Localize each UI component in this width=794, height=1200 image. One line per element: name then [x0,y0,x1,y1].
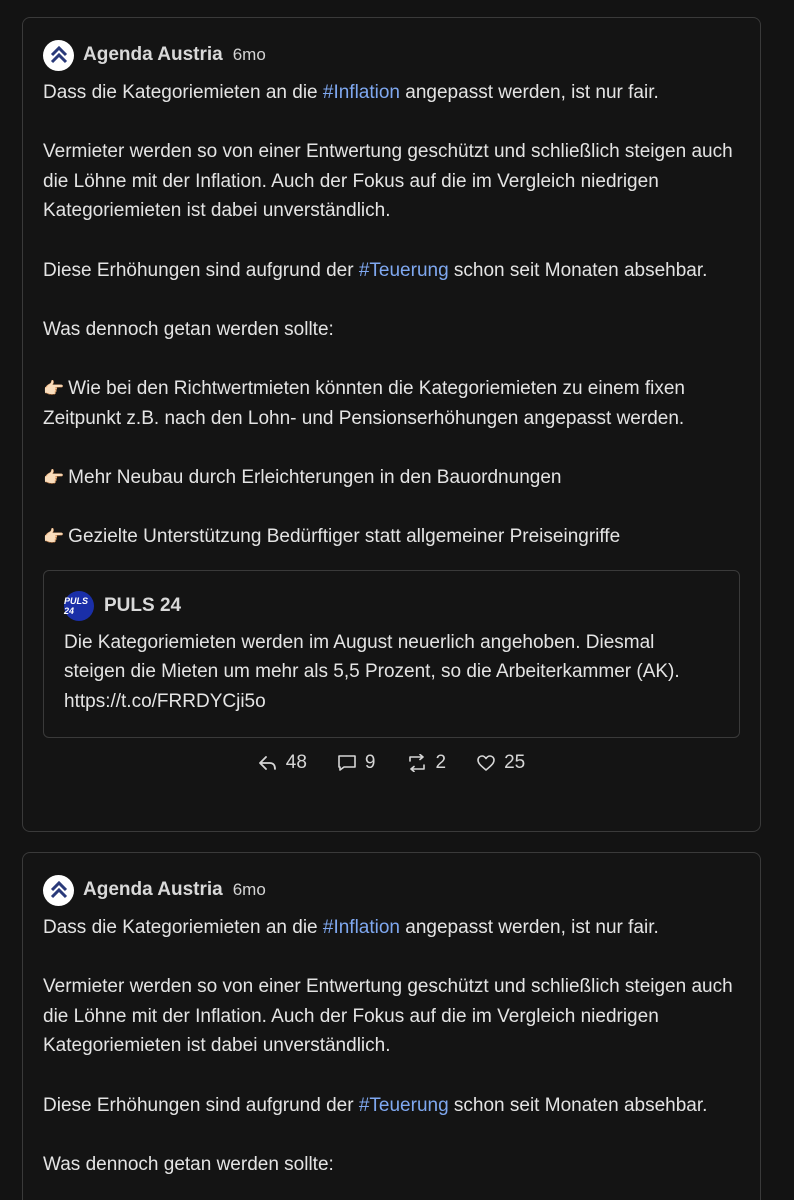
agenda-austria-logo-icon [49,45,69,65]
post-header [43,38,740,72]
post-paragraph: Vermieter werden so von einer Entwertung geschützt und schließlich steigen auch die Löhne mit der Inflation. Auch der Fokus auf die im Vergleich niedrigen Kategoriemieten ist dabei unverständlich. [43,141,733,222]
post-card[interactable] [22,17,761,832]
post-body [43,78,740,552]
avatar[interactable] [43,40,74,71]
post-paragraph [43,78,740,108]
avatar[interactable] [43,875,74,906]
post-paragraph: Was dennoch getan werden sollte: [43,1153,334,1175]
post-paragraph [43,1091,740,1121]
hashtag-link[interactable]: #Teuerung [358,1094,449,1116]
post-paragraph: Was dennoch getan werden sollte: [43,318,334,340]
hashtag-link[interactable]: #Inflation [322,82,401,103]
quoted-post[interactable] [43,570,740,738]
bullet-text: Mehr Neubau durch Erleichterungen in den Bauordnungen [68,466,562,488]
post-paragraph [43,913,740,943]
reply-count: 9 [364,751,376,773]
bullet-item [43,522,740,552]
text-segment: schon seit Monaten absehbar. [448,259,708,281]
share-count: 48 [285,751,307,773]
pointing-hand-icon: 👉🏻 [43,378,65,398]
bullet-text: Gezielte Unterstützung Bedürftiger statt allgemeiner Preiseingriffe [68,525,621,547]
quote-author-name[interactable]: PULS 24 [104,594,182,616]
post-header [43,873,740,907]
pointing-hand-icon: 👉🏻 [43,526,65,546]
share-arrow-icon [258,754,278,772]
pointing-hand-icon: 👉🏻 [43,467,65,487]
quote-avatar[interactable] [64,591,94,621]
text-segment: Dass die Kategoriemieten an die [43,917,323,938]
post-actions [43,752,740,774]
agenda-austria-logo-icon [49,880,69,900]
repost-count: 2 [435,751,447,773]
post-time: 6mo [232,880,266,899]
hashtag-link[interactable]: #Inflation [322,917,401,938]
author-name[interactable]: Agenda Austria [83,879,223,900]
comment-icon [337,754,357,772]
author-name[interactable]: Agenda Austria [83,44,223,65]
like-button[interactable] [476,752,525,774]
repost-icon [406,754,428,772]
share-button[interactable] [258,752,307,774]
reply-button[interactable] [337,752,376,774]
text-segment: angepasst werden, ist nur fair. [400,82,659,103]
repost-button[interactable] [406,752,447,774]
post-paragraph: Vermieter werden so von einer Entwertung geschützt und schließlich steigen auch die Löhne mit der Inflation. Auch der Fokus auf die im Vergleich niedrigen Kategoriemieten ist dabei unverständlich. [43,976,733,1057]
post-time: 6mo [232,45,266,64]
hashtag-link[interactable]: #Teuerung [358,259,449,281]
quote-header [64,590,719,622]
post-body [43,913,740,1179]
quote-text: Die Kategoriemieten werden im August neuerlich angehoben. Diesmal steigen die Mieten um mehr als 5,5 Prozent, so die Arbeiterkammer (AK). https://t.co/FRRDYCji5o [64,631,680,712]
text-segment: Diese Erhöhungen sind aufgrund der [43,259,359,281]
post-paragraph [43,256,740,286]
heart-icon [476,754,496,772]
text-segment: schon seit Monaten absehbar. [448,1094,708,1116]
post-card[interactable] [22,852,761,1200]
text-segment: angepasst werden, ist nur fair. [400,917,659,938]
bullet-item [43,374,740,433]
text-segment: Diese Erhöhungen sind aufgrund der [43,1094,359,1116]
bullet-text: Wie bei den Richtwertmieten könnten die Kategoriemieten zu einem fixen Zeitpunkt z.B. nach den Lohn- und Pensionserhöhungen angepasst werden. [43,377,685,429]
puls24-logo: PULS 24 [64,595,89,616]
bullet-item [43,463,740,493]
like-count: 25 [504,751,526,773]
text-segment: Dass die Kategoriemieten an die [43,82,323,103]
